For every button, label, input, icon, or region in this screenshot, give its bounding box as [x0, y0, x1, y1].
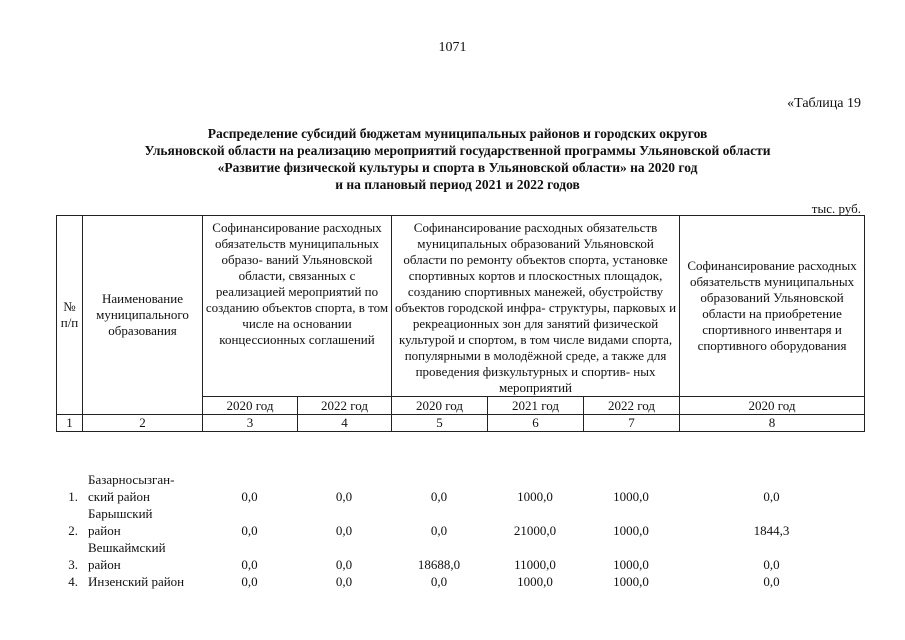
cell-value: 1000,0	[613, 523, 649, 538]
column-number: 4	[298, 415, 392, 432]
row-name: Вешкаймский район	[88, 540, 166, 572]
cell-value: 1000,0	[613, 557, 649, 572]
header-num: № п/п	[57, 216, 83, 415]
header-name: Наименование муниципального образования	[83, 216, 203, 415]
column-number: 6	[488, 415, 584, 432]
cell-value: 0,0	[241, 489, 258, 504]
header-table	[56, 215, 865, 432]
cell-value: 1000,0	[613, 489, 649, 504]
cell-value: 0,0	[763, 489, 780, 504]
cell-value: 0,0	[335, 574, 353, 589]
header-group-2: Софинансирование расходных обязательств муниципальных образований Ульяновской области по ремонту объектов спорта, установке спортивных кортов и плоскостных площадок, созданию спортивных манежей, обустройству объектов городской инфра- структуры, парковых и рекреационных зон для занятий физической культурой и спортом, в том числе видами спорта, популярными в молодёжной среде, а также для проведения физкультурных и спортив- ных мероприятий	[392, 216, 680, 397]
cell-value: 0,0	[335, 523, 353, 538]
row-number: 3.	[68, 557, 78, 572]
cell-value: 0,0	[335, 557, 353, 572]
cell-value: 1844,3	[753, 523, 790, 538]
row-number: 2.	[68, 523, 78, 538]
title-line: «Развитие физической культуры и спорта в Ульяновской области» на 2020 год	[217, 160, 698, 175]
cell-value: 0,0	[430, 574, 448, 589]
row-name: Инзенский район	[88, 574, 185, 589]
units-label: тыс. руб.	[811, 201, 861, 216]
cell-value: 18688,0	[417, 557, 461, 572]
row-name: Базарносызган- ский район	[88, 472, 175, 504]
header-year: 2022 год	[298, 397, 392, 415]
cell-value: 0,0	[763, 557, 780, 572]
table-row	[56, 539, 864, 573]
column-number: 8	[680, 415, 865, 432]
cell-value: 0,0	[241, 523, 258, 538]
data-table	[56, 471, 864, 590]
cell-value: 0,0	[763, 574, 780, 589]
column-number: 5	[392, 415, 488, 432]
table-row	[56, 471, 864, 505]
title-line: Распределение субсидий бюджетам муниципальных районов и городских округов	[207, 126, 708, 141]
header-year: 2020 год	[680, 397, 865, 415]
table-row	[56, 573, 864, 590]
cell-value: 1000,0	[613, 574, 649, 589]
header-group-3: Софинансирование расходных обязательств муниципальных образований Ульяновской области на приобретение спортивного инвентаря и спортивного оборудования	[680, 216, 865, 397]
page-number: 1071	[438, 40, 467, 55]
header-year: 2020 год	[392, 397, 488, 415]
cell-value: 11000,0	[514, 557, 556, 572]
column-number: 7	[584, 415, 680, 432]
column-number: 1	[57, 415, 83, 432]
header-group-1: Софинансирование расходных обязательств муниципальных образо- ваний Ульяновской области, связанных с реализацией мероприятий по созданию объектов спорта, в том числе на основании концессионных соглашений	[203, 216, 392, 397]
column-number: 3	[203, 415, 298, 432]
cell-value: 1000,0	[517, 574, 553, 589]
cell-value: 0,0	[430, 489, 448, 504]
row-number: 4.	[68, 574, 78, 589]
cell-value: 0,0	[241, 574, 258, 589]
row-number: 1.	[68, 489, 78, 504]
title-line: и на плановый период 2021 и 2022 годов	[335, 177, 580, 192]
header-year: 2021 год	[488, 397, 584, 415]
header-year: 2022 год	[584, 397, 680, 415]
cell-value: 0,0	[241, 557, 258, 572]
cell-value: 0,0	[430, 523, 448, 538]
table-title	[60, 125, 855, 193]
cell-value: 21000,0	[513, 523, 557, 538]
table-row	[56, 505, 864, 539]
column-number: 2	[83, 415, 203, 432]
cell-value: 1000,0	[517, 489, 553, 504]
table-reference: «Таблица 19	[787, 96, 861, 111]
cell-value: 0,0	[335, 489, 353, 504]
row-name: Барышский район	[88, 506, 153, 538]
header-year: 2020 год	[203, 397, 298, 415]
title-line: Ульяновской области на реализацию мероприятий государственной программы Ульяновской области	[144, 143, 771, 158]
